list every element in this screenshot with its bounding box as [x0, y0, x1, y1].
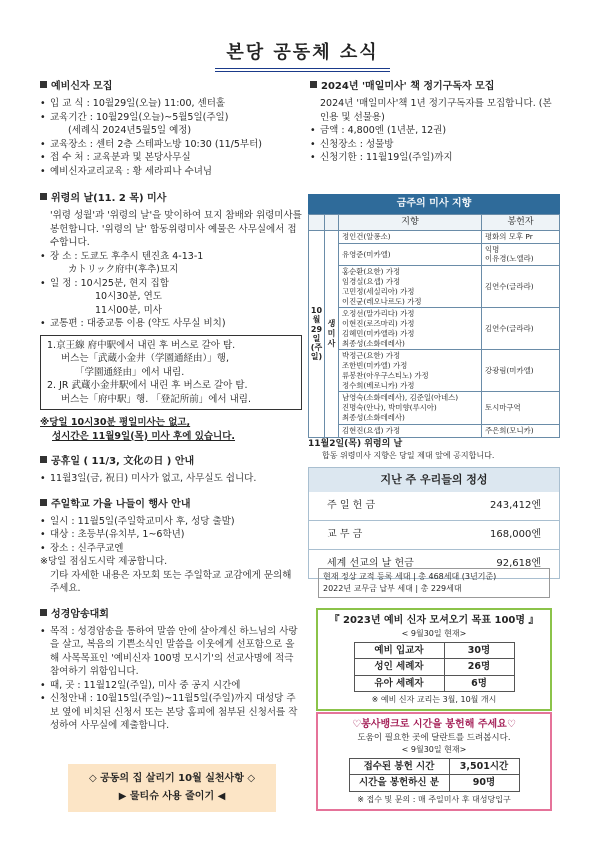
offering-table: [309, 492, 559, 579]
directions-box: [40, 335, 302, 410]
directions-line: 버스는「府中駅」행. 「登記所前」에서 내림.: [61, 393, 251, 405]
list-item: • 11월3일(금, 祝日) 미사가 없고, 사무실도 쉽니다.: [40, 472, 302, 485]
directions-line: 버스는「武蔵小金井（学園通経由）」행,: [61, 353, 229, 365]
offering-value: 168,000엔: [458, 520, 559, 549]
list-item-note: カトリック府中(후추)묘지: [68, 264, 179, 276]
volunteer-bank-box: [316, 712, 552, 811]
list-item-note: 10시30분, 연도: [95, 291, 162, 303]
list-item: • 금액 : 4,800엔 (1년분, 12권): [310, 124, 560, 137]
table-row: [354, 675, 514, 691]
volunteer-title: ♡봉사뱅크로 시간을 봉헌해 주세요♡: [352, 719, 516, 730]
table-row: [309, 520, 559, 549]
goal-note: ※ 예비 신자 교리는 3월, 10월 개시: [371, 695, 497, 704]
goal-table: [354, 642, 515, 692]
table-row: [309, 424, 560, 437]
volunteer-label: 접수된 봉헌 시간: [349, 758, 449, 774]
intention-cell: 남영숙(소화데레사), 김준일(아네스) 진명숙(안나), 박미향(루시아) 최종성(소화데레사): [339, 392, 482, 424]
list-item: • 접 수 처 : 교육분과 및 본당사무실: [40, 151, 302, 164]
list-item: • 대상 : 초등부(유치부, 1~6학년): [40, 528, 302, 541]
list-item: • 일시 : 11월5일(주일학교미사 후, 성당 출발): [40, 515, 302, 528]
section-sunday-school: [40, 498, 302, 596]
table-header: 봉헌자: [482, 215, 560, 231]
table-header-blank: [325, 215, 339, 231]
offerer-cell: 토시마구역: [482, 392, 560, 424]
offerer-cell: 주은희(모니카): [482, 424, 560, 437]
goal-label: 유아 세례자: [354, 675, 444, 691]
offering-label: 교 무 금: [309, 520, 458, 549]
eco-practice-item: ▶ 물티슈 사용 줄이기 ◀: [118, 791, 226, 802]
directions-line: 1.京王線 府中駅에서 내린 후 버스로 갈아 탐.: [47, 339, 236, 351]
goal-label: 예비 입교자: [354, 642, 444, 658]
volunteer-text: 도움이 필요한 곳에 달란트를 드려봅시다.: [357, 733, 511, 744]
table-row: [309, 350, 560, 392]
list-item: • 목적 : 성경암송을 통하여 말씀 안에 살아계신 하느님의 사랑을 살고, 복음의 기쁜소식인 말씀을 이웃에게 선포함으로 올해 사목목표인 '예비신자 100명 모시기'의 선교사명에 적극 참여하기 위함입니다.: [40, 625, 302, 679]
intention-cell: 홍순환(요한) 가정 임경실(요셉) 가정 고민정(세실리아) 가정 이진균(레오나르도) 가정: [339, 266, 482, 308]
goal-value: 30명: [444, 642, 514, 658]
table-header-blank: [309, 215, 325, 231]
household-line: 2022년 교무금 납부 세대 | 총 229세대: [323, 584, 462, 593]
intention-cell: 김현진(요셉) 가정: [339, 424, 482, 437]
section-title: 예비신자 모집: [51, 81, 113, 92]
paragraph: '위령 성월'과 '위령의 날'을 맞이하여 묘지 참배와 위령미사를 봉헌합니다. '위령의 날' 합동위령미사 예물은 사무실에서 접수합니다.: [50, 210, 302, 249]
list-item: • 신청기한 : 11월19일(주일)까지: [310, 151, 560, 164]
list-item: • 교육기간 : 10월29일(오늘)~5월5일(주일): [40, 111, 302, 124]
mass-date: 10월29일(주일): [309, 230, 325, 437]
catechumen-goal-box: [316, 608, 552, 711]
table-row: [309, 392, 560, 424]
offering-value: 243,412엔: [489, 499, 541, 511]
section-bible-contest: [40, 608, 302, 733]
table-header: 지향: [339, 215, 482, 231]
list-item: • 때, 곳 : 11월12일(주일), 미사 중 공지 시간에: [40, 679, 302, 692]
volunteer-table: [349, 758, 520, 792]
goal-title: 『 2023년 예비 신자 모셔오기 목표 100명 』: [329, 615, 539, 626]
volunteer-date: < 9월30일 현재>: [401, 745, 467, 755]
section-bullet-icon: [40, 456, 47, 463]
section-bullet-icon: [310, 81, 317, 88]
intention-cell: 정인건(알퐁소): [339, 230, 482, 243]
notice-line: ※당일 10시30분 평일미사는 없고,: [40, 417, 191, 429]
mass-kind: 생미사: [325, 230, 339, 437]
table-row: [354, 642, 514, 658]
intention-cell: 오정선(말가리다) 가정 이현진(로즈마리) 가정 김혜민(미카엘라) 가정 최종성(소화데레사): [339, 308, 482, 350]
intention-cell: 유영준(미카엘): [339, 243, 482, 266]
table-row: [309, 308, 560, 350]
list-item: • 장 소 : 도쿄도 후추시 텐진쵸 4-13-1: [40, 250, 302, 263]
section-title: 2024년 '매일미사' 책 정기구독자 모집: [321, 81, 495, 92]
household-box: [318, 568, 550, 598]
section-bullet-icon: [40, 193, 47, 200]
list-item: • 일 정 : 10시25분, 현지 집합: [40, 277, 302, 290]
goal-label: 성인 세례자: [354, 659, 444, 675]
offerer-cell: 익명 이유경(노엘라): [482, 243, 560, 266]
offering-title: 지난 주 우리들의 정성: [309, 468, 559, 492]
table-header-row: [309, 215, 560, 231]
mass-intentions-table: [308, 214, 560, 437]
list-item: • 장소 : 신주쿠교엔: [40, 542, 302, 555]
volunteer-note: ※ 접수 및 문의 : 매 주일미사 후 대성당입구: [357, 794, 511, 804]
volunteer-value: 90명: [449, 775, 519, 791]
table-row: [309, 492, 559, 521]
offering-value: 92,618엔: [458, 549, 559, 578]
section-title: 주일학교 가을 나들이 행사 안내: [51, 498, 191, 510]
table-row: [309, 230, 560, 243]
directions-line: 2. JR 武蔵小金井駅에서 내린 후 버스로 갈아 탐.: [47, 380, 248, 392]
page-title: 본당 공동체 소식: [215, 40, 390, 72]
directions-line: 「学園通経由」에서 내림.: [75, 366, 185, 378]
left-column: [40, 80, 302, 733]
list-item-note: 11시00분, 미사: [95, 304, 162, 316]
table-row: [309, 243, 560, 266]
paragraph: 2024년 '매일미사'책 1년 정기구독자를 모집합니다. (본인용 및 선물용): [320, 98, 552, 123]
list-item: • 예비신자교리교육 : 황 세라피나 수녀님: [40, 165, 302, 178]
offerer-cell: 강광림(미카엘): [482, 350, 560, 392]
section-bullet-icon: [40, 81, 47, 88]
section-holiday: [40, 455, 302, 486]
list-item: • 입 교 식 : 10월29일(오늘) 11:00, 센터홀: [40, 97, 302, 110]
list-item: • 신청안내 : 10월15일(주일)~11월5일(주일)까지 대성당 주보 옆에 비치된 신청서 또는 본당 홈피에 첨부된 신청서를 작성하여 사무실에 제출합니다.: [40, 692, 302, 732]
offerer-cell: 김연수(글라라): [482, 308, 560, 350]
table-row: [354, 659, 514, 675]
goal-value: 26명: [444, 659, 514, 675]
offerer-cell: 평화의 모후 Pr: [482, 230, 560, 243]
offering-label: 주 일 헌 금: [327, 499, 376, 511]
intention-cell: 박정근(요한) 가정 조한빈(미카엘) 가정 류봉찬(아우구스티노) 가정 정수희(베로니카) 가정: [339, 350, 482, 392]
section-title: 공휴일 ( 11/3, 文化の日 ) 안내: [51, 456, 195, 468]
household-line: 현재 정상 교적 등록 세대 | 총 468세대 (3년기준): [323, 572, 497, 581]
offering-box: [308, 467, 560, 579]
list-item: • 교통편 : 대중교통 이용 (약도 사무실 비치): [40, 317, 302, 330]
eco-practice-box: [68, 764, 276, 812]
list-item: • 신청장소 : 성물방: [310, 138, 560, 151]
table-row: [309, 266, 560, 308]
section-bullet-icon: [40, 499, 47, 506]
section-bullet-icon: [40, 609, 47, 616]
mass-intentions: [308, 194, 560, 462]
notice-line: ※당일 점심도시락 제공합니다.: [40, 556, 168, 568]
notice-line: 성시간은 11월9일(목) 미사 후에 있습니다.: [52, 430, 236, 442]
table-row: [349, 775, 519, 791]
all-souls-note: 합동 위령미사 지향은 당일 제대 앞에 공지합니다.: [322, 451, 495, 461]
list-item-note: (세례식 2024년5월5일 예정): [68, 125, 192, 137]
goal-date: < 9월30일 현재>: [401, 629, 467, 639]
notice-line: 기타 자세한 내용은 자모회 또는 주일학교 교감에게 문의해 주세요.: [50, 569, 292, 595]
list-item: • 교육장소 : 센터 2층 스테파노방 10:30 (11/5부터): [40, 138, 302, 151]
section-title: 위령의 날(11. 2 목) 미사: [51, 193, 167, 205]
section-title: 성경암송대회: [51, 608, 109, 620]
goal-value: 6명: [444, 675, 514, 691]
volunteer-label: 시간을 봉헌하신 분: [349, 775, 449, 791]
mass-intentions-title: 금주의 미사 지향: [308, 194, 560, 214]
table-row: [349, 758, 519, 774]
eco-practice-title: ◇ 공동의 집 살리기 10월 실천사항 ◇: [88, 773, 256, 784]
volunteer-value: 3,501시간: [449, 758, 519, 774]
offering-label: 세계 선교의 날 헌금: [309, 549, 458, 578]
section-catechumen: [40, 80, 302, 178]
section-missal-subscription: [310, 80, 560, 165]
offerer-cell: 김연수(글라라): [482, 266, 560, 308]
section-all-souls: [40, 192, 302, 443]
all-souls-note-title: 11월2일(목) 위령의 날: [308, 438, 403, 449]
